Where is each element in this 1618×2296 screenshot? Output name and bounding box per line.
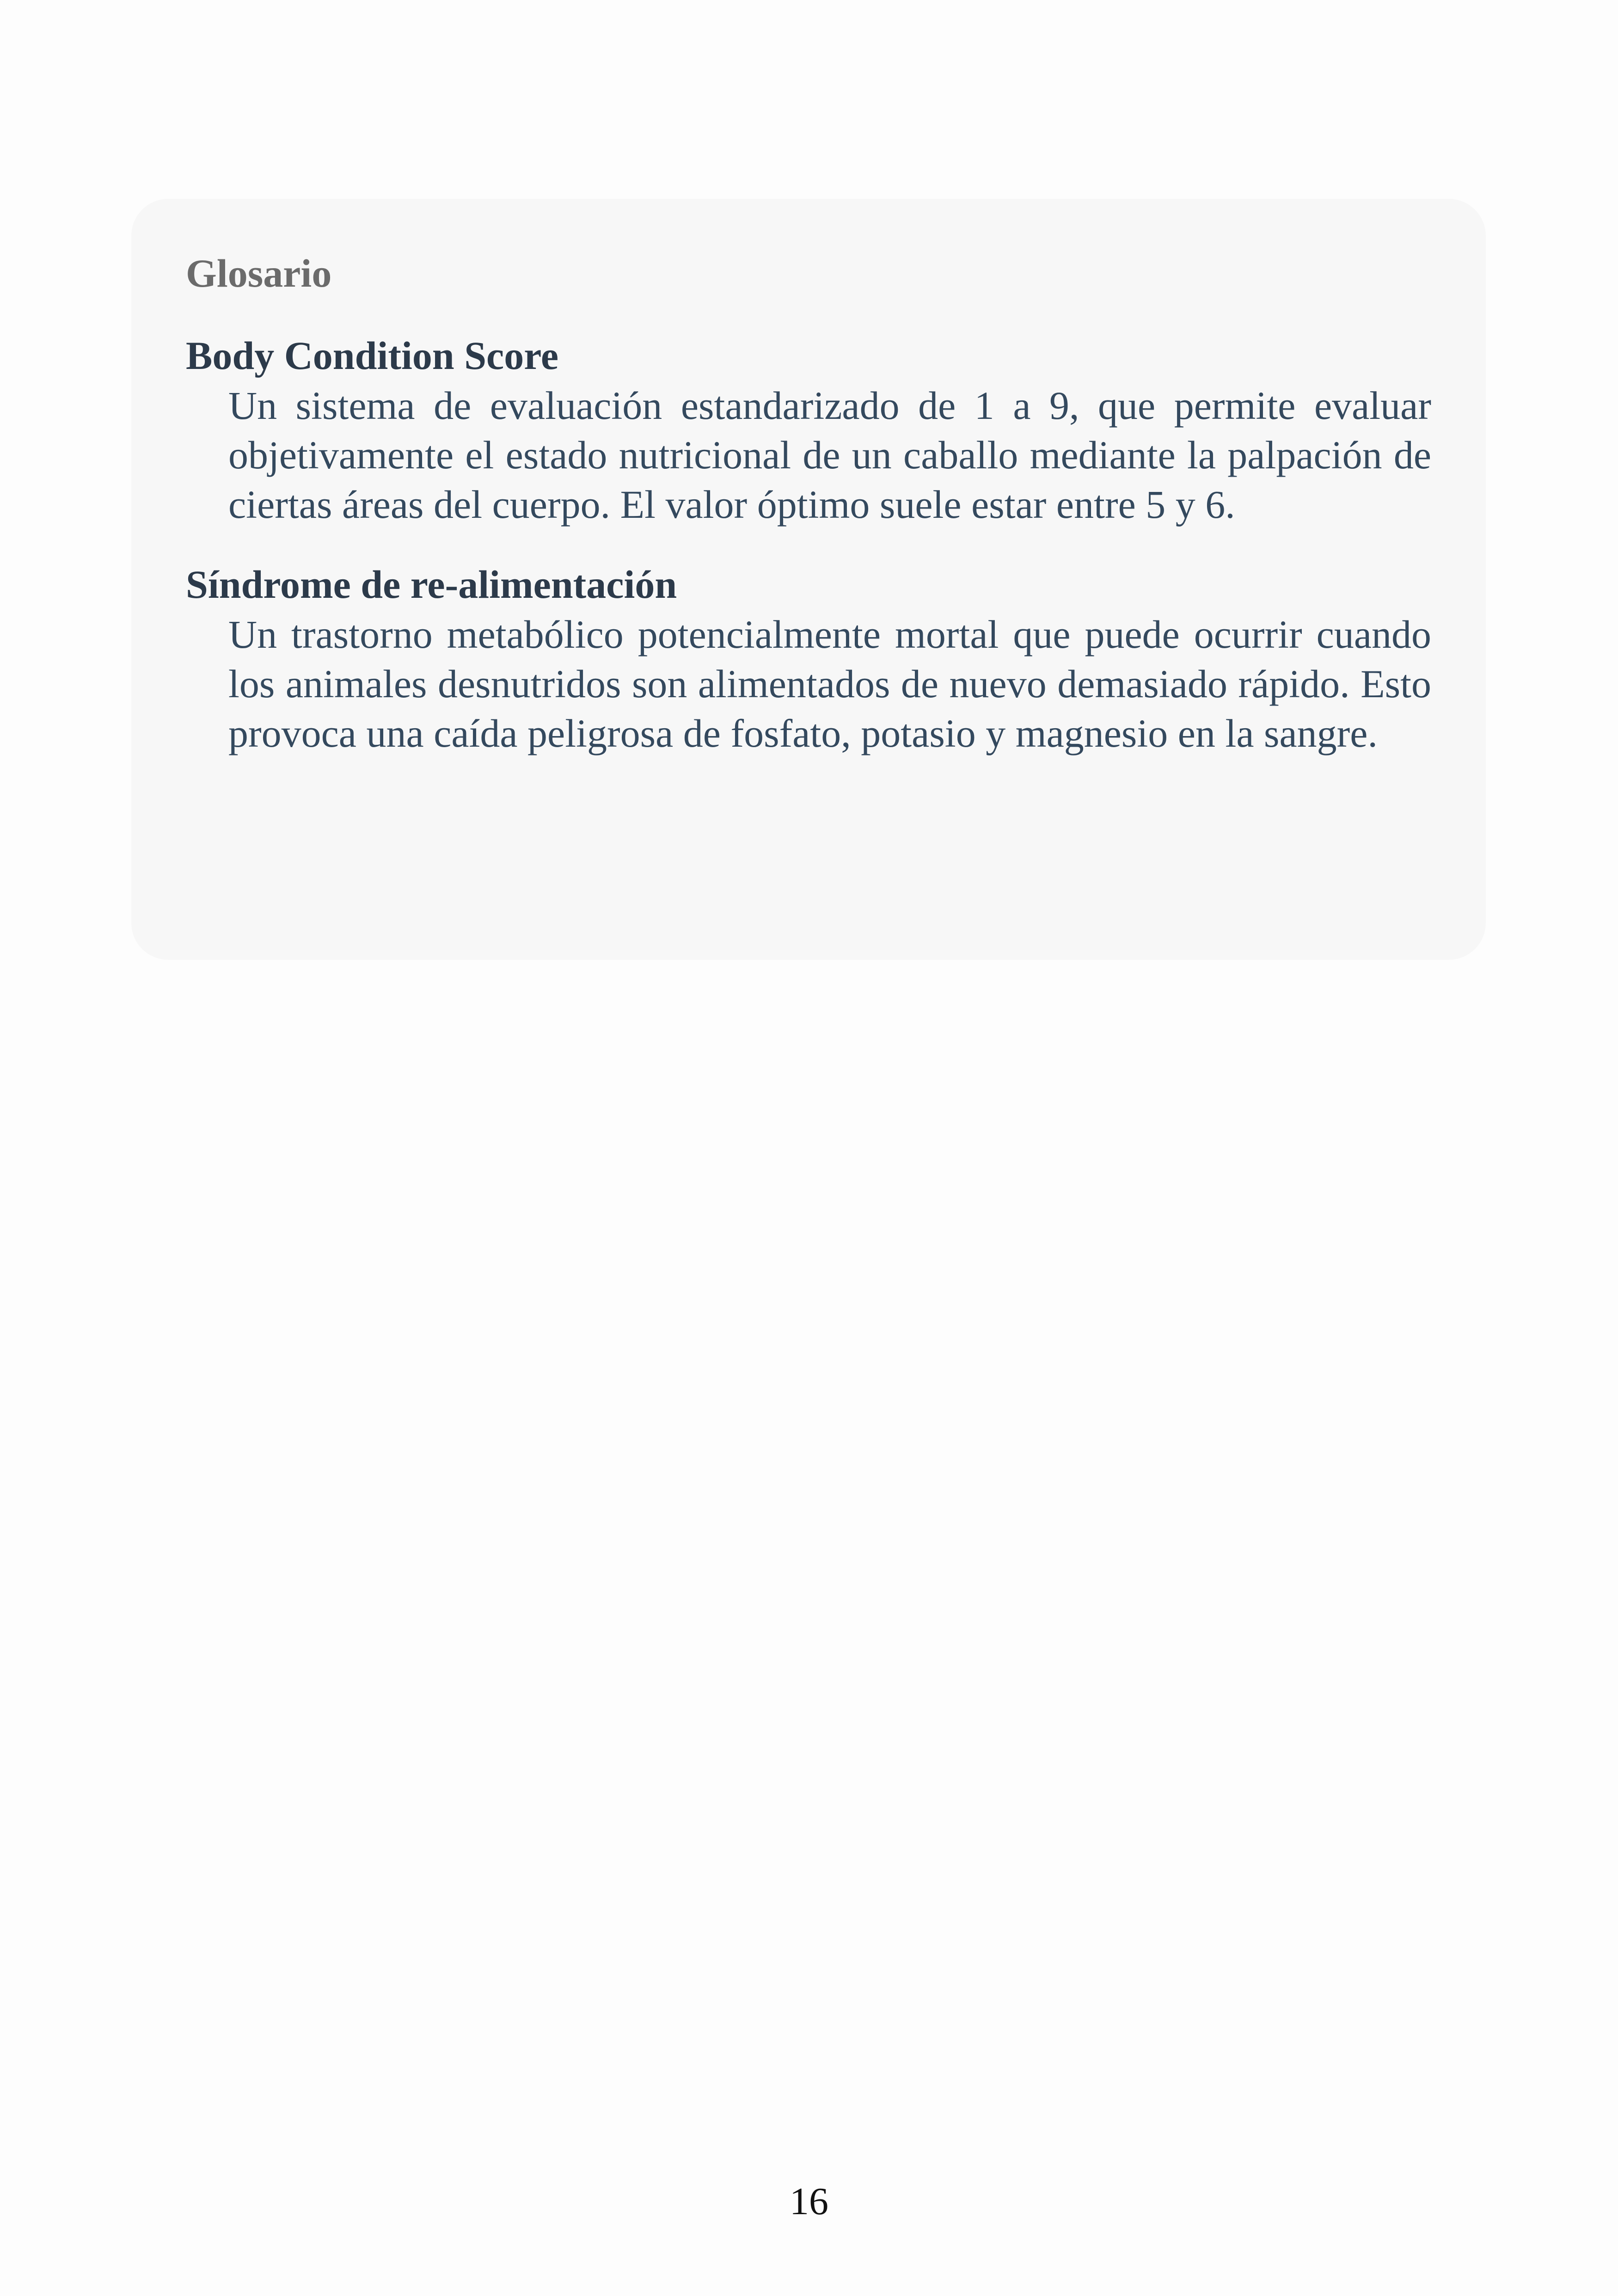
glossary-term: Síndrome de re-alimentación [186,562,677,607]
glossary-definition: Un trastorno metabólico potencialmente mortal que puede ocurrir cuando los animales desnutridos son alimentados de nuevo demasiado rápido. Esto provoca una caída peligrosa de fosfato, potasio y magnesio en la sangre. [228,612,1431,755]
glossary-box [131,199,1486,960]
page-number: 16 [790,2180,828,2223]
glossary-term: Body Condition Score [186,333,558,378]
glossary-definition: Un sistema de evaluación estandarizado de 1 a 9, que permite evaluar objetivamente el estado nutricional de un caballo mediante la palpación de ciertas áreas del cuerpo. El valor óptimo suele estar entre 5 y 6. [228,383,1431,527]
glossary-entry [186,333,1431,529]
glossary-title: Glosario [186,251,332,295]
glossary-entry [186,562,1431,758]
